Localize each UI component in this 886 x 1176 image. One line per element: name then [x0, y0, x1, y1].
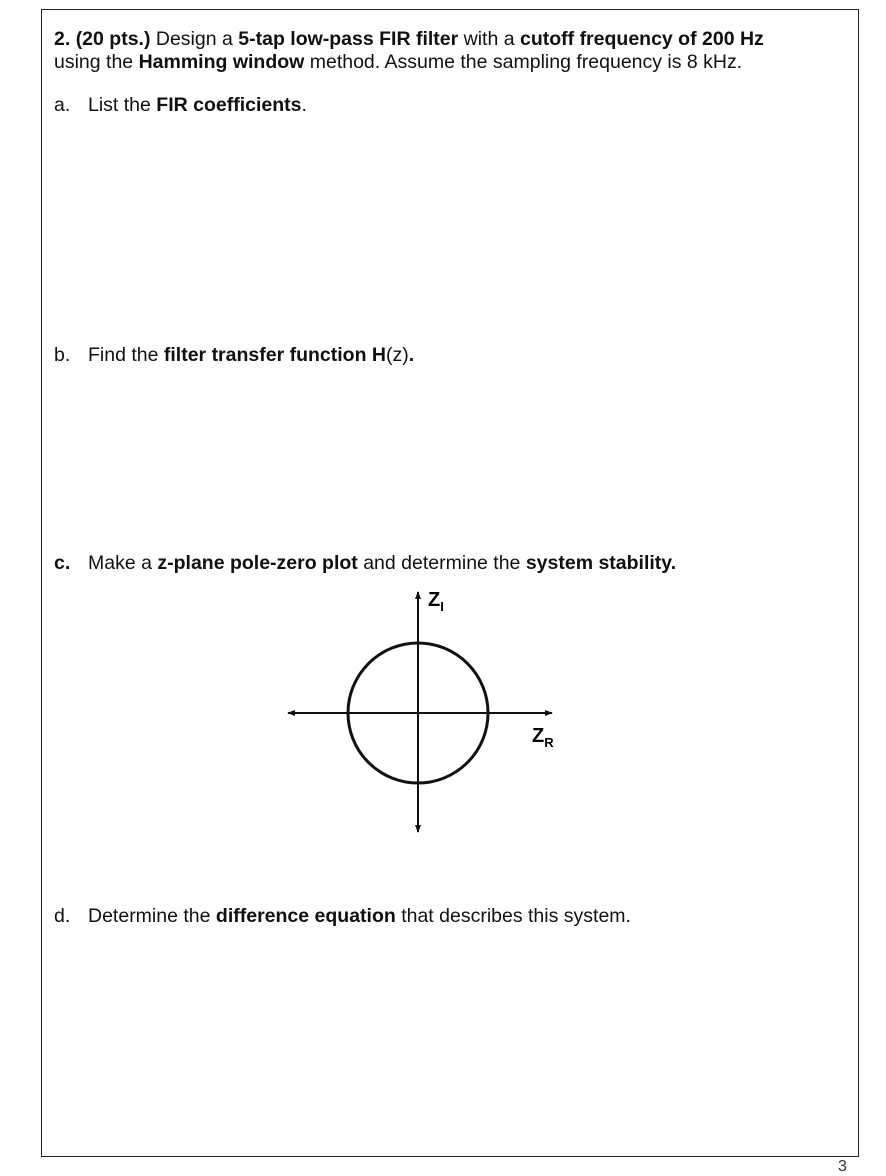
part-b-bold-end: .: [408, 344, 415, 366]
problem-text-1: Design a: [150, 28, 239, 50]
part-a-bold: FIR coefficients: [156, 94, 302, 116]
part-b-bold: filter transfer function H: [163, 344, 386, 366]
part-c-pre: Make a: [88, 552, 158, 574]
part-c-bold2: system stability.: [525, 552, 677, 574]
problem-cutoff: cutoff frequency of 200 Hz: [520, 28, 764, 50]
part-c: [54, 552, 676, 575]
part-d-letter: d.: [54, 905, 71, 927]
part-a-letter: a.: [54, 94, 71, 116]
problem-number: 2.: [54, 28, 71, 50]
page-number: 3: [838, 1158, 847, 1175]
part-a-post: .: [301, 94, 307, 116]
problem-points: (20 pts.): [75, 28, 151, 50]
problem-text-2: with a: [458, 28, 520, 50]
part-c-bold: z-plane pole-zero plot: [157, 552, 358, 574]
part-d-bold: difference equation: [215, 905, 396, 927]
problem-taps: 5-tap low-pass FIR filter: [238, 28, 459, 50]
part-b-letter: b.: [54, 344, 71, 366]
part-c-letter: c.: [54, 552, 71, 574]
part-b-post: (z): [386, 344, 409, 366]
part-d-pre: Determine the: [88, 905, 216, 927]
part-a: [54, 94, 307, 117]
part-b-pre: Find the: [88, 344, 164, 366]
part-d-post: that describes this system.: [395, 905, 631, 927]
part-d: [54, 905, 631, 928]
problem-window: Hamming window: [138, 51, 305, 73]
problem-statement: [54, 28, 844, 74]
problem-text-4: method. Assume the sampling frequency is 8 kHz.: [304, 51, 743, 73]
part-b: [54, 344, 414, 367]
part-c-mid: and determine the: [357, 552, 526, 574]
part-a-pre: List the: [88, 94, 157, 116]
real-axis-label: $Z_R$: [532, 725, 554, 750]
problem-text-3: using the: [54, 51, 139, 73]
z-plane-plot: [280, 580, 580, 840]
imag-axis-label: $Z_I$: [428, 589, 444, 614]
